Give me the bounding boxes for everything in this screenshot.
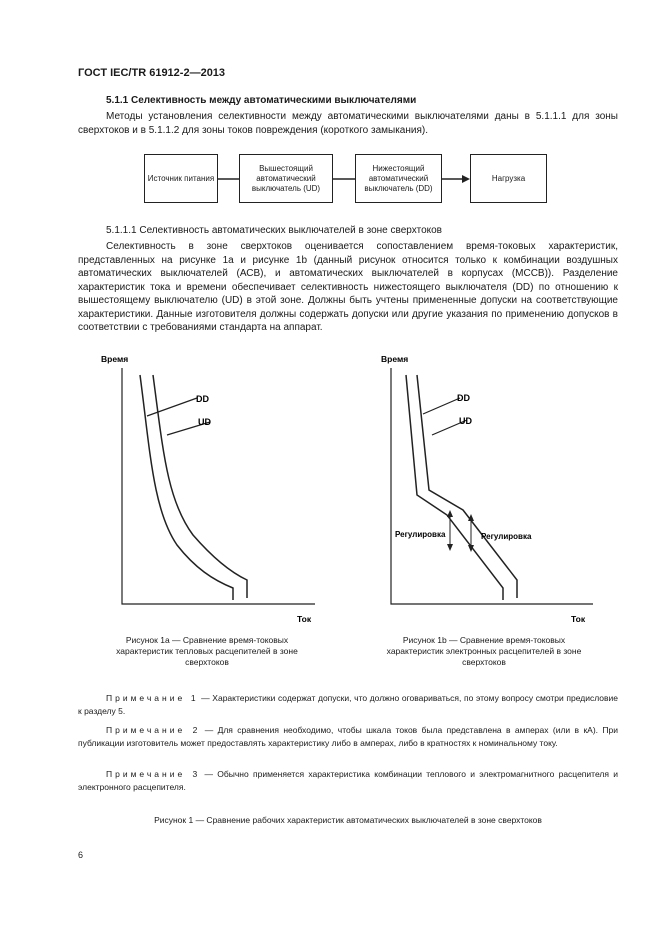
section-title: 5.1.1 Селективность между автоматическими выключателями — [106, 95, 417, 106]
page-number: 6 — [78, 850, 84, 860]
fig1a-axes — [122, 368, 315, 604]
note-1 — [78, 692, 618, 718]
fig1a-ud-label: UD — [198, 417, 211, 427]
note-3 — [78, 768, 618, 794]
fig1b-adjust-label-2: Регулировка — [481, 532, 532, 541]
figure-caption: Рисунок 1 — Сравнение рабочих характеристик автоматических выключателей в зоне сверхтоков — [154, 815, 542, 825]
fig1b-adjust-label-1: Регулировка — [395, 530, 446, 539]
fig1b-y-label: Время — [381, 354, 409, 364]
note-2-label: Примечание 2 — [106, 725, 201, 735]
fig1a-y-label: Время — [101, 354, 129, 364]
arrow-head-icon — [462, 175, 470, 183]
document-header: ГОСТ IEC/TR 61912-2—2013 — [78, 67, 226, 79]
diagram-box-downstream: Нижестоящий автоматический выключатель (DD) — [355, 154, 442, 203]
diagram-box-load: Нагрузка — [470, 154, 547, 203]
arrow-down-icon — [447, 544, 453, 551]
note-1-label: Примечание 1 — [106, 693, 199, 703]
diagram-box-upstream: Вышестоящий автоматический выключатель (UD) — [239, 154, 333, 203]
fig1b-dd-label: DD — [457, 393, 470, 403]
note-3-label: Примечание 3 — [106, 769, 201, 779]
fig1a-dd-label: DD — [196, 394, 209, 404]
figure-1a — [95, 350, 325, 625]
fig1b-leader-dd — [423, 398, 460, 414]
subsection-body — [78, 240, 618, 335]
diagram-box-source: Источник питания — [144, 154, 218, 203]
note-1-text: — Характеристики содержат допуски, что должно оговариваться, по этому вопросу смотри предисловие к разделу 5. — [78, 693, 618, 716]
fig1b-caption: Рисунок 1b — Сравнение время-токовых характеристик электронных расцепителей в зоне сверхтоков — [386, 635, 582, 667]
fig1a-curve-dd — [140, 375, 233, 600]
note-3-text: — Обычно применяется характеристика комбинации теплового и электромагнитного расцепителя и электронного расцепителя. — [78, 769, 618, 792]
intro-paragraph: Методы установления селективности между автоматическими выключателями даны в 5.1.1.1 для зоны сверхтоков и в 5.1.1.2 для зоны токов повреждения (короткого замыкания). — [78, 111, 618, 136]
note-2-text: — Для сравнения необходимо, чтобы шкала токов была представлена в амперах (или в кА). При публикации изготовитель может предоставлять характеристику либо в амперах, либо в кратностях к номинальному току. — [78, 725, 618, 748]
fig1a-leader-dd — [147, 398, 197, 416]
fig1b-ud-label: UD — [459, 416, 472, 426]
figure-1b — [375, 350, 605, 625]
fig1b-curve-ud — [417, 375, 517, 598]
fig1a-caption: Рисунок 1а — Сравнение время-токовых характеристик тепловых расцепителей в зоне сверхтоков — [116, 635, 298, 667]
arrow-up-icon — [447, 510, 453, 517]
note-2 — [78, 724, 618, 750]
fig1a-x-label: Ток — [297, 614, 312, 624]
fig1b-axes — [391, 368, 593, 604]
subsection-paragraph: Селективность в зоне сверхтоков оценивается сопоставлением время-токовых характеристик, представленных на рисунке 1а и рисунке 1b (данный рисунок относится только к комбинации воздушных автоматических выключателей (АСВ), и автоматических выключателей в корпусах (МССВ)). Разделение характеристик тока и времени обеспечивает селективность нижестоящего выключателя (DD) по отношению к вышестоящему выключателю (UD) в этой зоне. Должны быть учтены примененные допуски на соответствующие характеристики. Данные изготовителя должны содержать допуски или другие указания по применению допусков в соответствии с требованиями стандарта на аппарат. — [78, 241, 618, 333]
fig1b-x-label: Ток — [571, 614, 586, 624]
subsection-title: 5.1.1.1 Селективность автоматических выключателей в зоне сверхтоков — [106, 225, 442, 236]
